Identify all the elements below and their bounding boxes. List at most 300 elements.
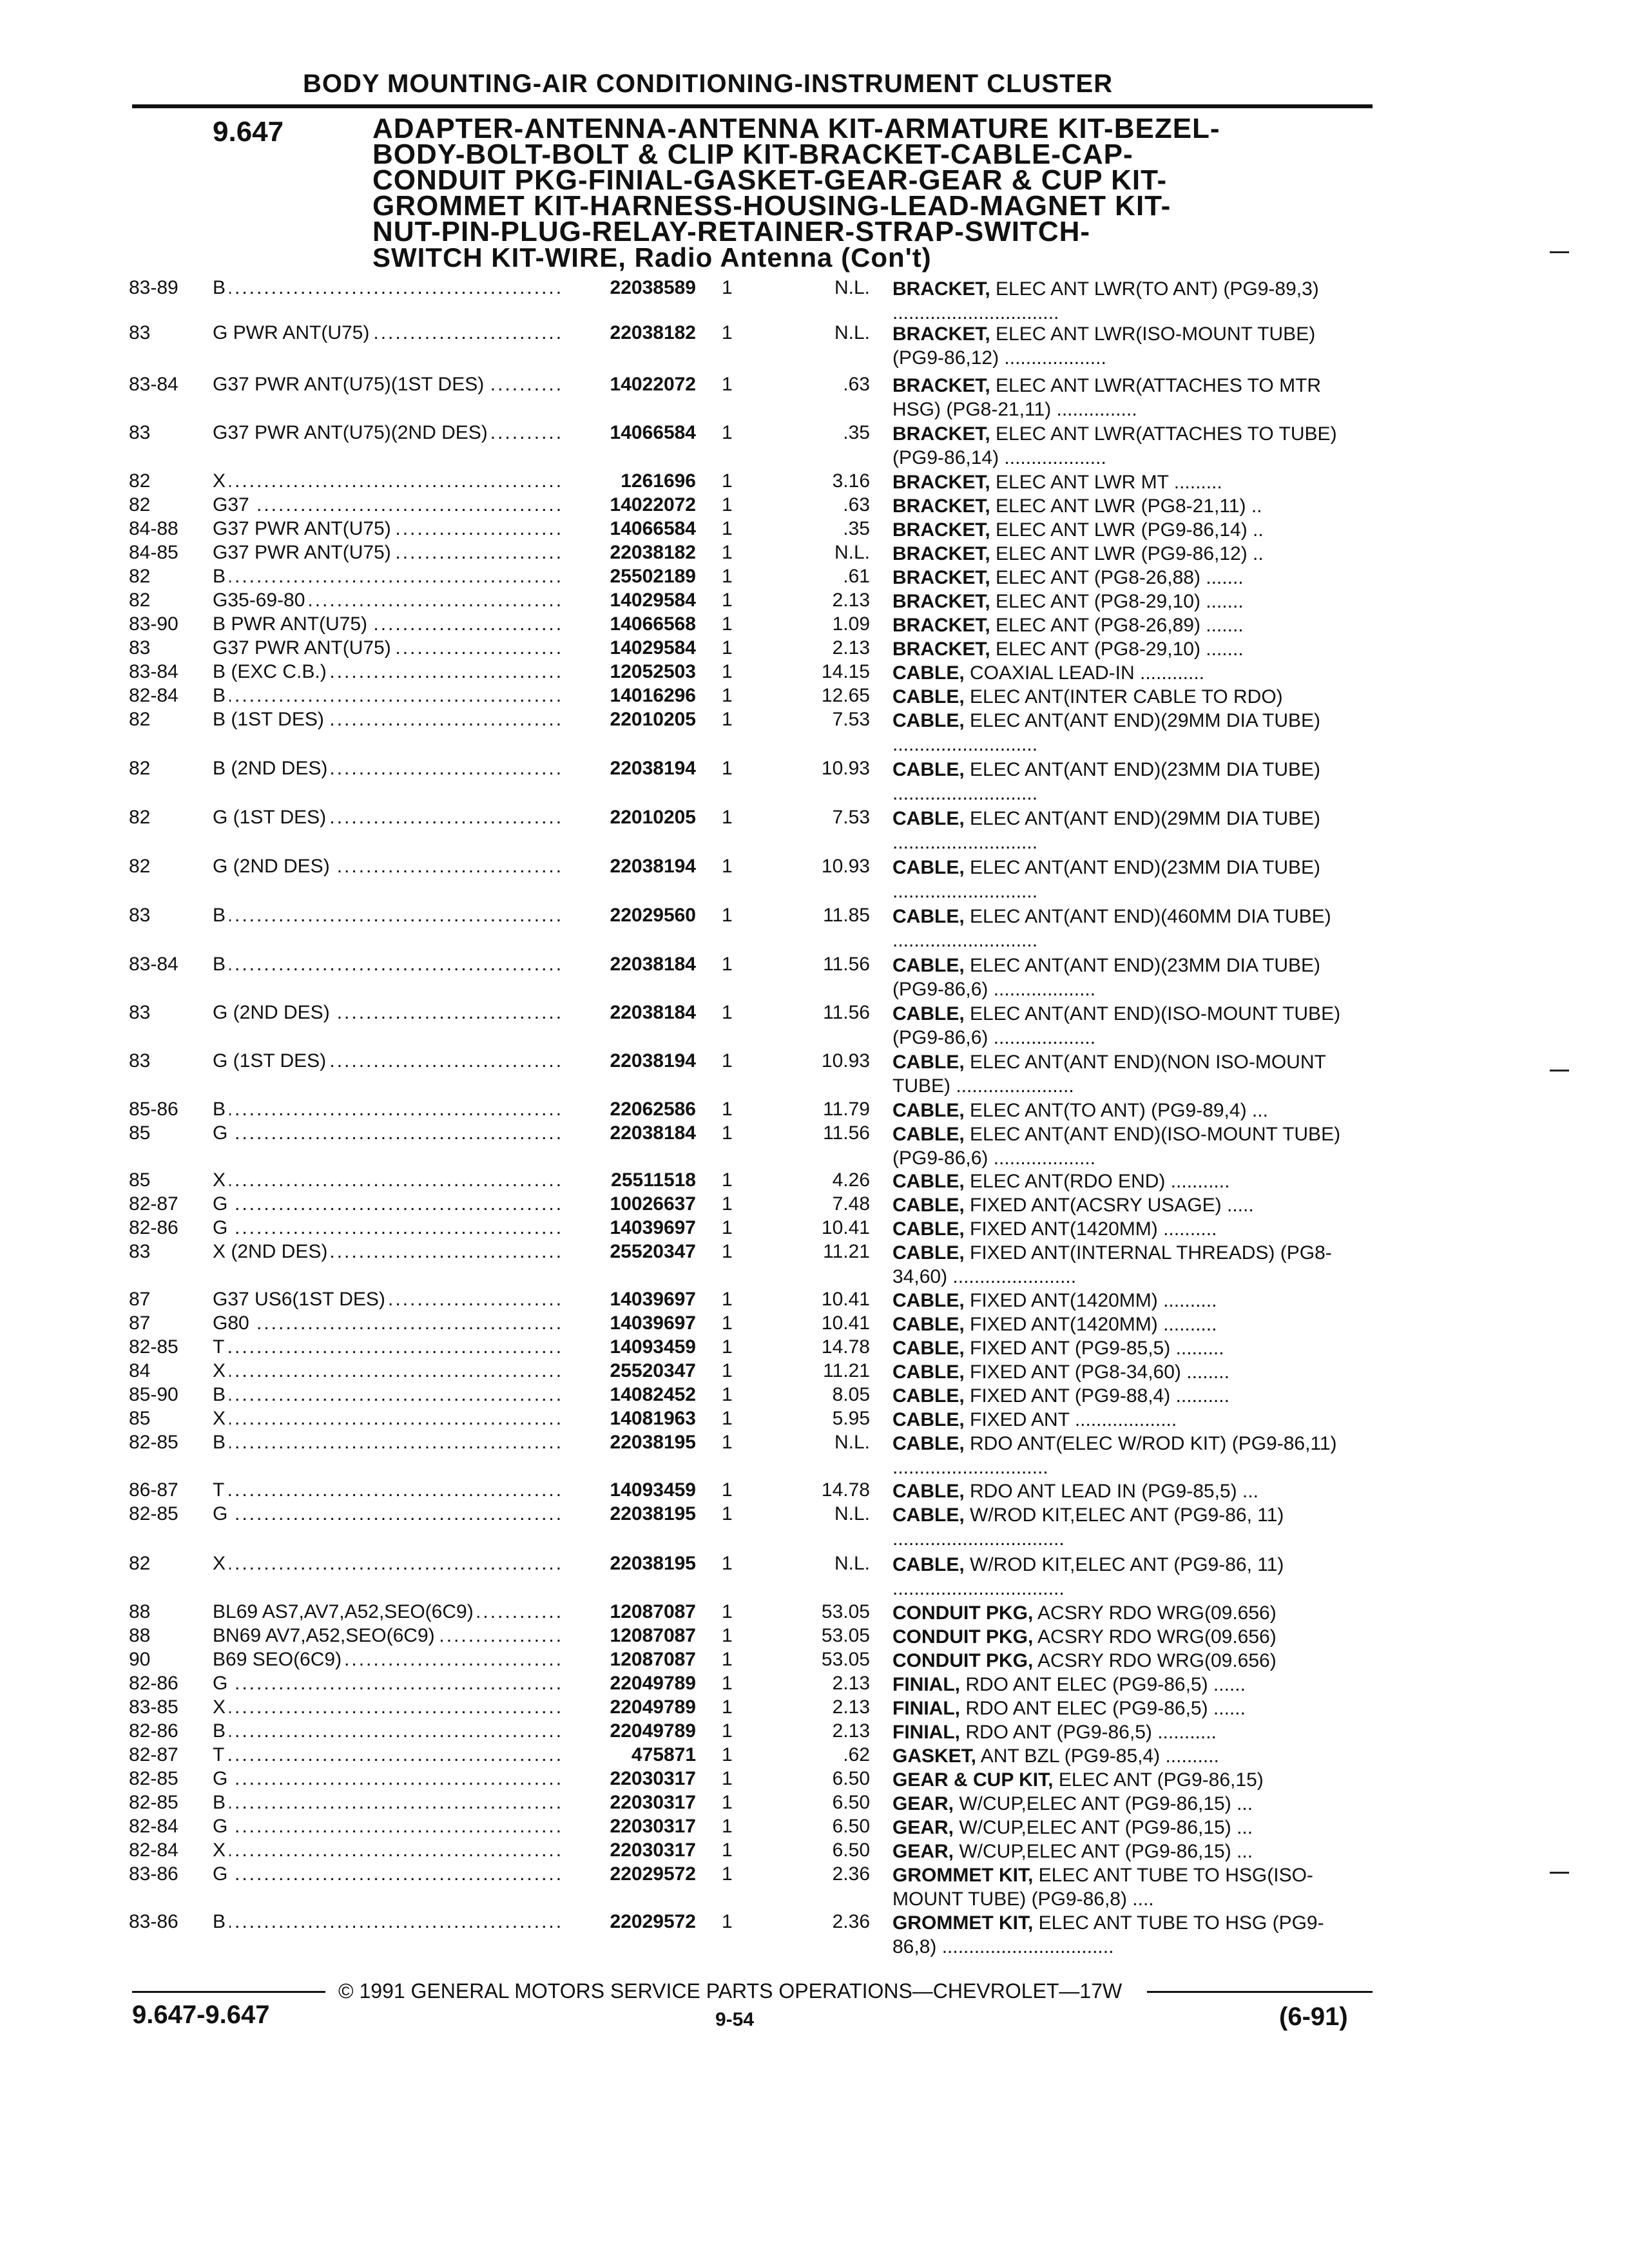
part-detail: ELEC ANT(ANT END)(ISO-MOUNT TUBE) (PG9-86,6) ...................: [892, 1124, 1341, 1169]
model-code: [213, 954, 561, 975]
part-name: CABLE,: [892, 857, 965, 878]
model-years: 83: [129, 1241, 151, 1262]
part-detail: FIXED ANT (PG8-34,60) ........: [970, 1361, 1229, 1383]
part-detail: ELEC ANT LWR (PG9-86,12) ..: [996, 543, 1264, 564]
model-code-label: G: [213, 1816, 231, 1837]
price: 3.16: [832, 470, 870, 492]
section-title-line: CONDUIT PKG-FINIAL-GASKET-GEAR-GEAR & CUP KIT-: [372, 164, 1168, 196]
quantity: 1: [722, 1816, 733, 1837]
part-name: CABLE,: [892, 686, 965, 707]
part-description: [892, 1002, 1363, 1050]
model-code-label: G37 PWR ANT(U75): [213, 637, 395, 658]
part-name: CABLE,: [892, 662, 965, 684]
price: 53.05: [821, 1649, 870, 1670]
model-years: 82-85: [129, 1336, 178, 1358]
quantity: 1: [722, 758, 733, 779]
part-description: [892, 322, 1363, 370]
part-detail: COAXIAL LEAD-IN ............: [970, 662, 1204, 684]
model-code-label: G: [213, 1217, 231, 1238]
part-description: [892, 1503, 1363, 1551]
price: 5.95: [832, 1408, 870, 1429]
quantity: 1: [722, 374, 733, 395]
model-code-label: G37 PWR ANT(U75): [213, 542, 395, 563]
quantity: 1: [722, 637, 733, 658]
model-code: [213, 1193, 561, 1215]
model-code: [213, 1289, 561, 1311]
model-code: [213, 1479, 561, 1501]
part-name: CABLE,: [892, 906, 965, 927]
model-code: [213, 1816, 561, 1838]
quantity: 1: [722, 613, 733, 635]
price: 2.13: [832, 590, 870, 611]
part-detail: ELEC ANT LWR(ATTACHES TO MTR HSG) (PG8-21,11) ...............: [892, 375, 1322, 420]
part-description: [892, 856, 1363, 903]
model-years: 82: [129, 566, 151, 587]
model-code-label: B: [213, 277, 229, 298]
quantity: 1: [722, 1336, 733, 1358]
model-code-label: G37: [213, 494, 253, 515]
footer-rule-left: [132, 1991, 325, 1993]
part-name: GEAR,: [892, 1841, 954, 1862]
quantity: 1: [722, 1360, 733, 1381]
model-years: 83-89: [129, 277, 178, 298]
part-description: [892, 1432, 1363, 1479]
model-code: [213, 1601, 561, 1623]
part-description: [892, 1241, 1363, 1289]
price: 7.48: [832, 1193, 870, 1215]
part-description: [892, 374, 1363, 421]
model-code: [213, 1911, 561, 1933]
part-description: [892, 1217, 1363, 1241]
part-description: [892, 1601, 1363, 1625]
part-number: 1261696: [621, 470, 696, 492]
part-name: CABLE,: [892, 1433, 965, 1454]
part-detail: ACSRY RDO WRG(09.656): [1037, 1602, 1277, 1624]
model-code: [213, 542, 561, 564]
model-code: [213, 1503, 561, 1525]
footer-rule-right: [1147, 1991, 1373, 1993]
model-code-label: G37 PWR ANT(U75)(2ND DES): [213, 422, 492, 443]
section-number: 9.647: [213, 116, 284, 148]
part-description: [892, 542, 1363, 566]
model-years: 85-90: [129, 1384, 178, 1405]
model-years: 86-87: [129, 1479, 178, 1501]
model-code-label: B: [213, 1432, 229, 1453]
part-name: CABLE,: [892, 1218, 965, 1240]
model-years: 84-88: [129, 518, 178, 539]
model-code-label: B (EXC C.B.): [213, 661, 331, 682]
price: 1.09: [832, 613, 870, 635]
model-code: [213, 1553, 561, 1575]
part-detail: FIXED ANT ...................: [970, 1409, 1177, 1430]
part-name: FINIAL,: [892, 1722, 960, 1743]
part-description: [892, 494, 1363, 518]
quantity: 1: [722, 1863, 733, 1885]
model-years: 82-84: [129, 1816, 178, 1837]
part-name: CABLE,: [892, 1385, 965, 1407]
part-number: 22010205: [610, 807, 696, 828]
part-number: 14039697: [610, 1217, 696, 1238]
model-code: [213, 1792, 561, 1814]
part-description: [892, 1673, 1363, 1696]
price: 53.05: [821, 1601, 870, 1622]
part-description: [892, 566, 1363, 590]
quantity: 1: [722, 1289, 733, 1310]
price: 7.53: [832, 807, 870, 828]
model-years: 82-87: [129, 1744, 178, 1765]
model-code-label: X: [213, 1408, 229, 1429]
quantity: 1: [722, 1601, 733, 1622]
page-header-title: BODY MOUNTING-AIR CONDITIONING-INSTRUMENT CLUSTER: [303, 70, 1113, 98]
part-name: BRACKET,: [892, 323, 990, 345]
model-years: 90: [129, 1649, 151, 1670]
part-name: CABLE,: [892, 1100, 965, 1121]
part-description: [892, 1050, 1363, 1098]
price: .63: [843, 374, 870, 395]
model-code-label: G: [213, 1122, 231, 1144]
model-years: 82: [129, 709, 151, 730]
part-detail: ELEC ANT (PG8-29,10) .......: [996, 639, 1244, 660]
model-years: 82-86: [129, 1720, 178, 1742]
quantity: 1: [722, 661, 733, 682]
model-years: 83: [129, 905, 151, 926]
part-detail: ELEC ANT LWR(ATTACHES TO TUBE) (PG9-86,14) ...................: [892, 423, 1337, 468]
part-description: [892, 1696, 1363, 1720]
part-number: 25520347: [610, 1360, 696, 1381]
part-detail: ELEC ANT(ANT END)(NON ISO-MOUNT TUBE) ......................: [892, 1052, 1326, 1097]
model-years: 82: [129, 470, 151, 492]
part-name: BRACKET,: [892, 543, 990, 564]
quantity: 1: [722, 542, 733, 563]
part-name: CABLE,: [892, 1409, 965, 1430]
part-description: [892, 1289, 1363, 1312]
model-code: [213, 685, 561, 707]
quantity: 1: [722, 1122, 733, 1144]
model-code: [213, 1002, 561, 1024]
quantity: 1: [722, 518, 733, 539]
quantity: 1: [722, 1432, 733, 1453]
part-number: 12052503: [610, 661, 696, 682]
part-name: GEAR,: [892, 1793, 954, 1814]
model-code: [213, 518, 561, 540]
model-code-label: X: [213, 1696, 229, 1718]
section-title-line: BODY-BOLT-BOLT & CLIP KIT-BRACKET-CABLE-CAP-: [372, 139, 1133, 170]
part-detail: W/CUP,ELEC ANT (PG9-86,15) ...: [959, 1793, 1253, 1814]
model-years: 88: [129, 1625, 151, 1646]
model-code-label: B: [213, 1099, 229, 1120]
part-detail: FIXED ANT(INTERNAL THREADS) (PG8-34,60) .......................: [892, 1242, 1332, 1287]
model-code-label: B PWR ANT(U75): [213, 613, 371, 635]
model-code: [213, 1384, 561, 1406]
part-name: CABLE,: [892, 1242, 965, 1264]
section-title-line: NUT-PIN-PLUG-RELAY-RETAINER-STRAP-SWITCH-: [372, 216, 1091, 247]
part-number: 22038589: [610, 277, 696, 298]
part-detail: ELEC ANT(ANT END)(ISO-MOUNT TUBE) (PG9-86,6) ...................: [892, 1003, 1341, 1048]
model-years: 82: [129, 856, 151, 877]
part-name: GEAR & CUP KIT,: [892, 1769, 1054, 1791]
quantity: 1: [722, 422, 733, 443]
part-detail: ELEC ANT(ANT END)(460MM DIA TUBE) ...........................: [892, 906, 1331, 951]
model-code-label: X: [213, 1553, 229, 1574]
part-detail: ELEC ANT TUBE TO HSG (PG9-86,8) ................................: [892, 1912, 1324, 1957]
part-number: 25520347: [610, 1241, 696, 1262]
margin-mark: [1550, 1872, 1569, 1874]
quantity: 1: [722, 1050, 733, 1072]
part-name: GASKET,: [892, 1745, 977, 1767]
section-title-line: GROMMET KIT-HARNESS-HOUSING-LEAD-MAGNET KIT-: [372, 190, 1171, 222]
model-years: 82-85: [129, 1503, 178, 1524]
model-code: [213, 856, 561, 878]
part-description: [892, 518, 1363, 542]
part-number: 22049789: [610, 1673, 696, 1694]
quantity: 1: [722, 1696, 733, 1718]
quantity: 1: [722, 1099, 733, 1120]
part-name: CABLE,: [892, 1171, 965, 1192]
part-detail: ELEC ANT (PG8-26,88) .......: [996, 567, 1244, 588]
model-code: [213, 1649, 561, 1671]
model-code: [213, 1360, 561, 1382]
part-number: 12087087: [610, 1649, 696, 1670]
part-number: 22030317: [610, 1792, 696, 1813]
part-description: [892, 709, 1363, 756]
quantity: 1: [722, 1002, 733, 1023]
model-years: 83: [129, 1050, 151, 1072]
model-years: 82-84: [129, 685, 178, 706]
part-number: 22038184: [610, 1122, 696, 1144]
part-detail: ACSRY RDO WRG(09.656): [1037, 1650, 1277, 1671]
price: 11.21: [823, 1241, 870, 1262]
model-code: [213, 1768, 561, 1790]
price: .35: [843, 518, 870, 539]
part-detail: ACSRY RDO WRG(09.656): [1037, 1626, 1277, 1648]
part-description: [892, 807, 1363, 854]
model-code-label: G (1ST DES): [213, 1050, 330, 1072]
part-description: [892, 954, 1363, 1001]
part-detail: RDO ANT LEAD IN (PG9-85,5) ...: [970, 1481, 1258, 1502]
model-code-label: X (2ND DES): [213, 1241, 331, 1262]
model-code: [213, 1625, 561, 1647]
model-years: 83-86: [129, 1911, 178, 1932]
model-code: [213, 1863, 561, 1885]
model-code: [213, 1696, 561, 1718]
quantity: 1: [722, 1241, 733, 1262]
part-name: CABLE,: [892, 1338, 965, 1359]
price: N.L.: [834, 1553, 870, 1574]
part-detail: ELEC ANT (PG9-86,15): [1058, 1769, 1264, 1791]
part-name: FINIAL,: [892, 1698, 960, 1719]
part-detail: W/CUP,ELEC ANT (PG9-86,15) ...: [959, 1817, 1253, 1838]
part-number: 22030317: [610, 1768, 696, 1789]
part-description: [892, 1479, 1363, 1503]
part-description: [892, 1312, 1363, 1336]
model-code-label: T: [213, 1479, 228, 1501]
model-code: [213, 277, 561, 299]
model-code: [213, 1241, 561, 1263]
part-name: GROMMET KIT,: [892, 1865, 1034, 1886]
part-number: 22049789: [610, 1720, 696, 1742]
model-code: [213, 590, 561, 611]
model-years: 82-85: [129, 1432, 178, 1453]
model-code-label: G (1ST DES): [213, 807, 330, 828]
part-detail: FIXED ANT(1420MM) ..........: [970, 1218, 1217, 1240]
quantity: 1: [722, 1193, 733, 1215]
model-code-label: B (2ND DES): [213, 758, 331, 779]
model-years: 82-86: [129, 1673, 178, 1694]
price: 14.78: [821, 1336, 870, 1358]
price: 14.78: [821, 1479, 870, 1501]
model-code-label: B: [213, 1911, 229, 1932]
model-years: 84: [129, 1360, 151, 1381]
model-years: 82-85: [129, 1792, 178, 1813]
price: .62: [843, 1744, 870, 1765]
model-code: [213, 1673, 561, 1695]
price: 10.93: [821, 758, 870, 779]
quantity: 1: [722, 1673, 733, 1694]
model-years: 83-84: [129, 954, 178, 975]
part-number: 22038182: [610, 322, 696, 343]
model-code: [213, 1840, 561, 1861]
model-code-label: G37 PWR ANT(U75): [213, 518, 395, 539]
footer-copyright: © 1991 GENERAL MOTORS SERVICE PARTS OPERATIONS—CHEVROLET—17W: [338, 1979, 1123, 2003]
model-code: [213, 322, 561, 344]
part-description: [892, 1169, 1363, 1193]
model-years: 84-85: [129, 542, 178, 563]
price: 11.56: [823, 954, 870, 975]
quantity: 1: [722, 1553, 733, 1574]
part-name: FINIAL,: [892, 1674, 960, 1695]
quantity: 1: [722, 685, 733, 706]
part-detail: ELEC ANT(INTER CABLE TO RDO): [970, 686, 1283, 707]
part-description: [892, 661, 1363, 685]
quantity: 1: [722, 494, 733, 515]
part-description: [892, 1408, 1363, 1432]
quantity: 1: [722, 566, 733, 587]
part-detail: ELEC ANT LWR(ISO-MOUNT TUBE) (PG9-86,12) ...................: [892, 323, 1316, 369]
model-code: [213, 1744, 561, 1766]
price: 10.41: [821, 1312, 870, 1334]
part-number: 475871: [631, 1744, 696, 1765]
model-years: 87: [129, 1312, 151, 1334]
part-description: [892, 1744, 1363, 1768]
price: 4.26: [832, 1169, 870, 1191]
section-title-line: ADAPTER-ANTENNA-ANTENNA KIT-ARMATURE KIT-BEZEL-: [372, 113, 1220, 144]
quantity: 1: [722, 1744, 733, 1765]
part-name: BRACKET,: [892, 472, 990, 493]
price: 10.93: [821, 856, 870, 877]
part-number: 22030317: [610, 1840, 696, 1861]
model-years: 85: [129, 1169, 151, 1191]
price: 11.56: [823, 1002, 870, 1023]
part-detail: W/ROD KIT,ELEC ANT (PG9-86, 11) ................................: [892, 1554, 1284, 1599]
part-description: [892, 905, 1363, 952]
part-detail: ELEC ANT(ANT END)(29MM DIA TUBE) ...........................: [892, 808, 1320, 853]
model-code: [213, 1720, 561, 1742]
model-code: [213, 566, 561, 588]
price: 6.50: [832, 1792, 870, 1813]
model-years: 83: [129, 637, 151, 658]
model-code: [213, 1336, 561, 1358]
model-code-label: G: [213, 1673, 231, 1694]
part-name: GROMMET KIT,: [892, 1912, 1034, 1934]
price: 11.85: [823, 905, 870, 926]
model-code-label: X: [213, 1840, 229, 1861]
part-detail: ELEC ANT LWR (PG9-86,14) ..: [996, 519, 1264, 541]
price: 10.93: [821, 1050, 870, 1072]
part-number: 22038195: [610, 1503, 696, 1524]
part-name: CABLE,: [892, 1554, 965, 1575]
part-description: [892, 1816, 1363, 1840]
model-code: [213, 1432, 561, 1454]
part-number: 22038195: [610, 1553, 696, 1574]
part-number: 14039697: [610, 1312, 696, 1334]
part-detail: FIXED ANT (PG9-88,4) ..........: [970, 1385, 1229, 1407]
price: .35: [843, 422, 870, 443]
part-name: CABLE,: [892, 710, 965, 731]
model-code-label: B: [213, 905, 229, 926]
part-number: 22062586: [610, 1099, 696, 1120]
part-name: CONDUIT PKG,: [892, 1650, 1034, 1671]
model-years: 83-90: [129, 613, 178, 635]
price: 11.79: [823, 1099, 870, 1120]
model-code-label: G (2ND DES): [213, 856, 334, 877]
part-name: CABLE,: [892, 1195, 965, 1216]
price: 12.65: [821, 685, 870, 706]
part-number: 22038182: [610, 542, 696, 563]
quantity: 1: [722, 807, 733, 828]
price: 2.13: [832, 1696, 870, 1718]
part-detail: ELEC ANT(TO ANT) (PG9-89,4) ...: [970, 1100, 1268, 1121]
quantity: 1: [722, 1720, 733, 1742]
model-years: 82: [129, 807, 151, 828]
part-description: [892, 1384, 1363, 1408]
part-description: [892, 422, 1363, 470]
part-description: [892, 277, 1363, 325]
part-description: [892, 1840, 1363, 1863]
price: 6.50: [832, 1840, 870, 1861]
part-description: [892, 590, 1363, 613]
part-description: [892, 1336, 1363, 1360]
model-code: [213, 494, 561, 516]
part-number: 22029572: [610, 1863, 696, 1885]
quantity: 1: [722, 905, 733, 926]
quantity: 1: [722, 954, 733, 975]
model-years: 83-84: [129, 661, 178, 682]
model-code-label: T: [213, 1336, 228, 1358]
part-name: CONDUIT PKG,: [892, 1602, 1034, 1624]
model-years: 83-85: [129, 1696, 178, 1718]
model-code: [213, 905, 561, 927]
part-detail: RDO ANT(ELEC W/ROD KIT) (PG9-86,11) .............................: [892, 1433, 1337, 1478]
part-detail: ELEC ANT(ANT END)(29MM DIA TUBE) ...........................: [892, 710, 1320, 755]
price: 11.21: [823, 1360, 870, 1381]
part-name: BRACKET,: [892, 567, 990, 588]
part-name: CABLE,: [892, 1124, 965, 1145]
part-number: 14066568: [610, 613, 696, 635]
model-code-label: X: [213, 1169, 229, 1191]
margin-mark: [1550, 251, 1569, 253]
model-code-label: B: [213, 954, 229, 975]
model-code-label: G: [213, 1193, 231, 1215]
model-code-label: G: [213, 1768, 231, 1789]
model-code-label: G80: [213, 1312, 253, 1334]
part-detail: ELEC ANT(ANT END)(23MM DIA TUBE) ...........................: [892, 857, 1320, 902]
part-detail: RDO ANT ELEC (PG9-86,5) ......: [965, 1698, 1246, 1719]
model-code: [213, 709, 561, 731]
part-name: CABLE,: [892, 1314, 965, 1335]
part-description: [892, 1553, 1363, 1600]
price: 6.50: [832, 1816, 870, 1837]
margin-mark: [1550, 1070, 1569, 1072]
